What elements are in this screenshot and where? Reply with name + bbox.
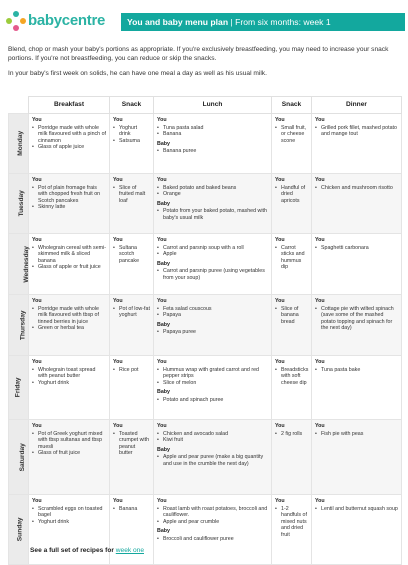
logo-text: babycentre bbox=[28, 12, 106, 29]
menu-item: • Yoghurt drink bbox=[32, 519, 106, 526]
you-items-list bbox=[315, 185, 398, 192]
menu-item: • Spaghetti carbonara bbox=[315, 245, 398, 252]
baby-label: Baby bbox=[157, 200, 170, 207]
day-label: Sunday bbox=[16, 517, 24, 542]
banner-title: You and baby menu plan bbox=[127, 17, 229, 27]
you-label: You bbox=[113, 237, 123, 243]
you-label: You bbox=[157, 359, 167, 365]
breakfast-cell bbox=[29, 420, 110, 495]
menu-item: • Pot of Greek yoghurt mixed with tbsp sultanas and tbsp muesli bbox=[32, 431, 106, 451]
you-label: You bbox=[32, 177, 42, 183]
you-label: You bbox=[275, 498, 285, 504]
menu-item: • Grilled pork fillet, mashed potato and mange tout bbox=[315, 125, 398, 138]
menu-item: • Wholegrain cereal with semi-skimmed milk & sliced banana bbox=[32, 245, 106, 265]
menu-item: • Slice of banana bread bbox=[275, 306, 308, 326]
you-label: You bbox=[157, 498, 167, 504]
you-items-list bbox=[113, 125, 150, 145]
menu-item: • Scrambled eggs on toasted bagel bbox=[32, 506, 106, 519]
you-label: You bbox=[315, 298, 325, 304]
header-corner bbox=[9, 97, 29, 114]
menu-item: • Satsuma bbox=[113, 138, 150, 145]
you-label: You bbox=[157, 177, 167, 183]
menu-item: • Slice of fruited malt loaf bbox=[113, 185, 150, 205]
header-snack-2: Snack bbox=[272, 97, 312, 114]
day-label-cell bbox=[9, 174, 29, 234]
you-items-list bbox=[157, 367, 268, 387]
you-items-list bbox=[32, 245, 106, 271]
day-row-saturday bbox=[9, 420, 402, 495]
baby-label: Baby bbox=[157, 140, 170, 147]
menu-item: • Carrot and parsnip soup with a roll bbox=[157, 245, 268, 252]
you-items-list bbox=[315, 125, 398, 138]
day-label: Tuesday bbox=[17, 190, 25, 217]
dinner-cell bbox=[312, 495, 402, 565]
menu-item: • Chicken and avocado salad bbox=[157, 431, 268, 438]
day-row-monday bbox=[9, 114, 402, 174]
you-label: You bbox=[32, 117, 42, 123]
baby-items-list bbox=[157, 536, 268, 543]
you-label: You bbox=[32, 359, 42, 365]
you-items-list bbox=[32, 306, 106, 332]
you-items-list bbox=[113, 306, 150, 319]
day-label: Thursday bbox=[19, 310, 27, 340]
snack1-cell bbox=[110, 295, 154, 356]
menu-item: • Roast lamb with roast potatoes, broccoli and cauliflower. bbox=[157, 506, 268, 519]
you-label: You bbox=[275, 237, 285, 243]
snack1-cell bbox=[110, 174, 154, 234]
menu-item: • Broccoli and cauliflower puree bbox=[157, 536, 268, 543]
you-items-list bbox=[275, 306, 308, 326]
menu-item: • Glass of fruit juice bbox=[32, 450, 106, 457]
you-label: You bbox=[113, 117, 123, 123]
menu-item: • Banana bbox=[113, 506, 150, 513]
you-items-list bbox=[275, 125, 308, 145]
you-label: You bbox=[113, 298, 123, 304]
banner-separator: | bbox=[230, 17, 233, 27]
you-items-list bbox=[275, 431, 308, 438]
you-label: You bbox=[113, 177, 123, 183]
banner-subtitle: From six months: week 1 bbox=[235, 17, 331, 27]
day-label: Monday bbox=[17, 131, 25, 156]
menu-item: • Small fruit, or cheese scone bbox=[275, 125, 308, 145]
dinner-cell bbox=[312, 174, 402, 234]
intro-paragraph-2: In your baby's first week on solids, he can have one meal a day as well as his usual milk. bbox=[8, 69, 267, 77]
snack1-cell bbox=[110, 495, 154, 565]
menu-item: • Chicken and mushroom risotto bbox=[315, 185, 398, 192]
you-label: You bbox=[315, 359, 325, 365]
menu-item: • Papaya bbox=[157, 312, 268, 319]
baby-items-list bbox=[157, 268, 268, 281]
header-row bbox=[9, 97, 402, 114]
lunch-cell bbox=[154, 495, 272, 565]
breakfast-cell bbox=[29, 114, 110, 174]
dinner-cell bbox=[312, 295, 402, 356]
menu-item: • Apple and pear crumble bbox=[157, 519, 268, 526]
breakfast-cell bbox=[29, 234, 110, 295]
you-items-list bbox=[275, 185, 308, 205]
you-items-list bbox=[113, 185, 150, 205]
menu-item: • Wholegrain toast spread with peanut butter bbox=[32, 367, 106, 380]
dinner-cell bbox=[312, 234, 402, 295]
lunch-cell bbox=[154, 114, 272, 174]
you-label: You bbox=[275, 359, 285, 365]
menu-item: • Baked potato and baked beans bbox=[157, 185, 268, 192]
you-items-list bbox=[157, 306, 268, 319]
menu-item: • Slice of melon bbox=[157, 380, 268, 387]
menu-item: • Potato from your baked potato, mashed with baby's usual milk bbox=[157, 208, 268, 221]
menu-item: • Feta salad couscous bbox=[157, 306, 268, 313]
you-items-list bbox=[315, 245, 398, 252]
snack2-cell bbox=[272, 234, 312, 295]
you-label: You bbox=[315, 237, 325, 243]
you-label: You bbox=[32, 237, 42, 243]
you-items-list bbox=[315, 506, 398, 513]
menu-item: • Sultana scotch pancake bbox=[113, 245, 150, 265]
menu-item: • Papaya puree bbox=[157, 329, 268, 336]
snack2-cell bbox=[272, 295, 312, 356]
breakfast-cell bbox=[29, 295, 110, 356]
you-items-list bbox=[113, 245, 150, 265]
you-label: You bbox=[113, 498, 123, 504]
you-items-list bbox=[157, 185, 268, 198]
menu-item: • Banana bbox=[157, 131, 268, 138]
day-label-cell bbox=[9, 114, 29, 174]
day-row-friday bbox=[9, 356, 402, 420]
you-items-list bbox=[275, 367, 308, 387]
baby-items-list bbox=[157, 148, 268, 155]
you-label: You bbox=[275, 423, 285, 429]
snack1-cell bbox=[110, 420, 154, 495]
menu-item: • Carrot sticks and hummus dip bbox=[275, 245, 308, 271]
menu-item: • Hummus wrap with grated carrot and red pepper strips bbox=[157, 367, 268, 380]
you-label: You bbox=[275, 177, 285, 183]
menu-item: • Lentil and butternut squash soup bbox=[315, 506, 398, 513]
you-label: You bbox=[32, 498, 42, 504]
you-items-list bbox=[157, 431, 268, 444]
day-label: Wednesday bbox=[22, 245, 30, 283]
snack2-cell bbox=[272, 420, 312, 495]
intro-paragraph-1: Blend, chop or mash your baby's portions as appropriate. If you're exclusively breastfeeding, you may need to increase your snack portions. If you're not breastfeeding, you can reduce or skip the snacks. bbox=[8, 46, 389, 62]
footer-note bbox=[30, 547, 144, 554]
you-items-list bbox=[32, 431, 106, 457]
baby-items-list bbox=[157, 397, 268, 404]
snack2-cell bbox=[272, 495, 312, 565]
lunch-cell bbox=[154, 234, 272, 295]
you-label: You bbox=[113, 423, 123, 429]
you-items-list bbox=[315, 306, 398, 332]
lunch-cell bbox=[154, 420, 272, 495]
header-snack-1: Snack bbox=[110, 97, 154, 114]
you-items-list bbox=[275, 245, 308, 271]
you-items-list bbox=[157, 245, 268, 258]
day-row-thursday bbox=[9, 295, 402, 356]
menu-item: • Yoghurt drink bbox=[32, 380, 106, 387]
baby-label: Baby bbox=[157, 446, 170, 453]
baby-items-list bbox=[157, 208, 268, 221]
you-label: You bbox=[113, 359, 123, 365]
you-label: You bbox=[315, 177, 325, 183]
you-items-list bbox=[315, 367, 398, 374]
menu-item: • Apple and pear puree (make a big quantity and use in the crumble the next day) bbox=[157, 454, 268, 467]
menu-item: • Fish pie with peas bbox=[315, 431, 398, 438]
you-items-list bbox=[157, 125, 268, 138]
baby-label: Baby bbox=[157, 260, 170, 267]
snack2-cell bbox=[272, 114, 312, 174]
menu-plan-banner bbox=[121, 13, 405, 31]
you-label: You bbox=[315, 498, 325, 504]
menu-item: • Orange bbox=[157, 191, 268, 198]
menu-item: • 1-2 handfuls of mixed nuts and dried fruit bbox=[275, 506, 308, 539]
dinner-cell bbox=[312, 114, 402, 174]
menu-item: • Toasted crumpet with peanut butter bbox=[113, 431, 150, 457]
lunch-cell bbox=[154, 356, 272, 420]
you-label: You bbox=[157, 423, 167, 429]
logo-dots-icon bbox=[6, 11, 26, 31]
day-row-wednesday bbox=[9, 234, 402, 295]
menu-item: • Green or herbal tea bbox=[32, 325, 106, 332]
you-label: You bbox=[32, 298, 42, 304]
snack1-cell bbox=[110, 114, 154, 174]
menu-item: • Cottage pie with wilted spinach (save some of the mashed potato topping and spinach for the next day) bbox=[315, 306, 398, 332]
day-label: Saturday bbox=[18, 442, 26, 472]
snack2-cell bbox=[272, 356, 312, 420]
week-one-link[interactable]: week one bbox=[115, 547, 144, 554]
you-label: You bbox=[275, 117, 285, 123]
day-label: Friday bbox=[14, 377, 22, 398]
you-label: You bbox=[315, 423, 325, 429]
snack1-cell bbox=[110, 234, 154, 295]
dinner-cell bbox=[312, 420, 402, 495]
menu-item: • Skinny latte bbox=[32, 204, 106, 211]
lunch-cell bbox=[154, 174, 272, 234]
you-label: You bbox=[157, 117, 167, 123]
you-items-list bbox=[113, 506, 150, 513]
menu-item: • Kiwi fruit bbox=[157, 437, 268, 444]
header-breakfast: Breakfast bbox=[29, 97, 110, 114]
snack1-cell bbox=[110, 356, 154, 420]
menu-item: • Glass of apple or fruit juice bbox=[32, 264, 106, 271]
snack2-cell bbox=[272, 174, 312, 234]
header-lunch: Lunch bbox=[154, 97, 272, 114]
breakfast-cell bbox=[29, 356, 110, 420]
menu-item: • Banana puree bbox=[157, 148, 268, 155]
day-row-tuesday bbox=[9, 174, 402, 234]
baby-label: Baby bbox=[157, 528, 170, 535]
baby-items-list bbox=[157, 329, 268, 336]
day-label-cell bbox=[9, 234, 29, 295]
you-items-list bbox=[32, 125, 106, 151]
lunch-cell bbox=[154, 295, 272, 356]
menu-item: • Rice pot bbox=[113, 367, 150, 374]
menu-item: • Porridge made with whole milk flavoured with a pinch of cinnamon bbox=[32, 125, 106, 145]
breakfast-cell bbox=[29, 495, 110, 565]
menu-item: • Tuna pasta bake bbox=[315, 367, 398, 374]
you-label: You bbox=[157, 237, 167, 243]
menu-item: • Apple bbox=[157, 251, 268, 258]
you-items-list bbox=[32, 185, 106, 211]
menu-item: • 2 fig rolls bbox=[275, 431, 308, 438]
you-items-list bbox=[32, 506, 106, 526]
you-label: You bbox=[275, 298, 285, 304]
you-items-list bbox=[113, 367, 150, 374]
menu-item: • Glass of apple juice bbox=[32, 144, 106, 151]
you-items-list bbox=[315, 431, 398, 438]
you-label: You bbox=[32, 423, 42, 429]
you-items-list bbox=[113, 431, 150, 457]
day-label-cell bbox=[9, 495, 29, 565]
menu-item: • Yoghurt drink bbox=[113, 125, 150, 138]
you-label: You bbox=[157, 298, 167, 304]
day-row-sunday bbox=[9, 495, 402, 565]
menu-item: • Pot of plain fromage frais with chopped fresh fruit on Scotch pancakes bbox=[32, 185, 106, 205]
menu-table bbox=[8, 96, 402, 565]
menu-item: • Breadsticks with soft cheese dip bbox=[275, 367, 308, 387]
you-items-list bbox=[32, 367, 106, 387]
breakfast-cell bbox=[29, 174, 110, 234]
dinner-cell bbox=[312, 356, 402, 420]
you-label: You bbox=[315, 117, 325, 123]
day-label-cell bbox=[9, 420, 29, 495]
day-label-cell bbox=[9, 295, 29, 356]
baby-items-list bbox=[157, 454, 268, 467]
day-label-cell bbox=[9, 356, 29, 420]
baby-label: Baby bbox=[157, 389, 170, 396]
menu-item: • Pot of low-fat yoghurt bbox=[113, 306, 150, 319]
menu-item: • Tuna pasta salad bbox=[157, 125, 268, 132]
menu-item: • Handful of dried apricots bbox=[275, 185, 308, 205]
menu-item: • Porridge made with whole milk flavoured with tbsp of tinned berries in juice bbox=[32, 306, 106, 326]
menu-item: • Carrot and parsnip puree (using vegetables from your soup) bbox=[157, 268, 268, 281]
you-items-list bbox=[275, 506, 308, 539]
babycentre-logo[interactable] bbox=[6, 8, 116, 34]
footer-text: See a full set of recipes for bbox=[30, 547, 114, 554]
intro-text bbox=[8, 46, 400, 84]
you-items-list bbox=[157, 506, 268, 526]
menu-item: • Potato and spinach puree bbox=[157, 397, 268, 404]
header-dinner: Dinner bbox=[312, 97, 402, 114]
baby-label: Baby bbox=[157, 321, 170, 328]
